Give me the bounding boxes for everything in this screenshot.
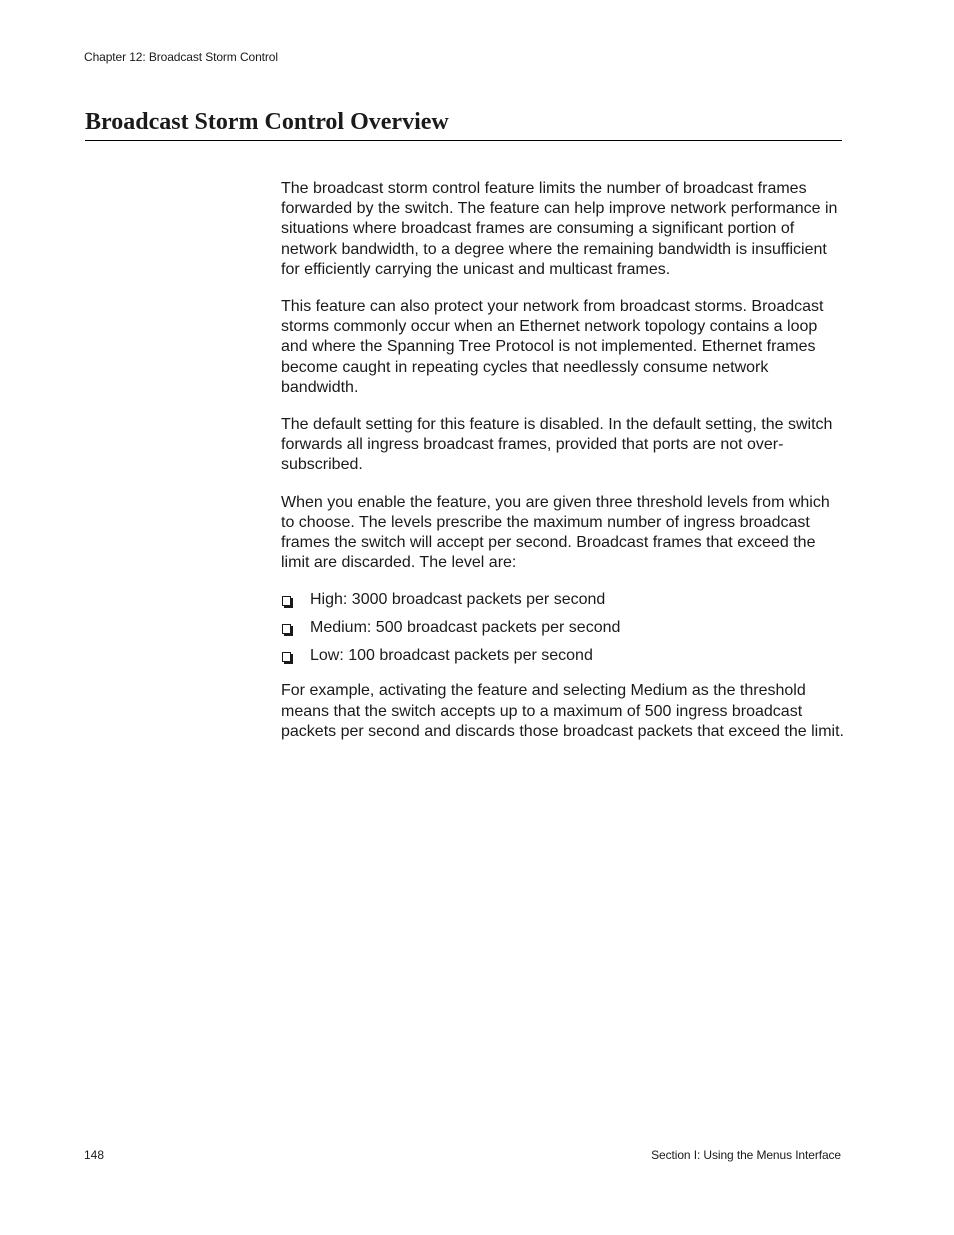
body-content xyxy=(281,179,846,759)
paragraph-default: The default setting for this feature is disabled. In the default setting, the switch forwards all ingress broadcast frames, provided that ports are not over-subscribed. xyxy=(281,416,833,474)
page-number: 148 xyxy=(84,1148,105,1162)
paragraph-intro: The broadcast storm control feature limits the number of broadcast frames forwarded by the switch. The feature can help improve network performance in situations where broadcast frames are consuming a significant portion of network bandwidth, to a degree where the remaining bandwidth is insufficient for efficiently carrying the unicast and multicast frames. xyxy=(281,180,838,278)
paragraph-thresholds: When you enable the feature, you are given three threshold levels from which to choose. The levels prescribe the maximum number of ingress broadcast frames the switch will accept per second. Broadcast frames that exceed the limit are discarded. The level are: xyxy=(281,493,830,572)
section-title: Broadcast Storm Control Overview xyxy=(85,109,449,135)
threshold-list xyxy=(281,590,846,666)
running-header: Chapter 12: Broadcast Storm Control xyxy=(84,50,278,64)
checkbox-square-icon xyxy=(282,596,291,606)
paragraph-storms: This feature can also protect your network from broadcast storms. Broadcast storms commonly occur when an Ethernet network topology contains a loop and where the Spanning Tree Protocol is not implemented. Ethernet frames become caught in repeating cycles that needlessly consume network bandwidth. xyxy=(281,298,824,396)
list-item-label: High: 3000 broadcast packets per second xyxy=(310,591,606,609)
checkbox-square-icon xyxy=(282,652,291,662)
paragraph-example: For example, activating the feature and selecting Medium as the threshold means that the switch accepts up to a maximum of 500 ingress broadcast packets per second and discards those broadcast packets that exceed the limit. xyxy=(281,682,844,740)
list-item xyxy=(281,618,846,638)
footer-section: Section I: Using the Menus Interface xyxy=(651,1148,841,1162)
title-rule xyxy=(85,140,842,141)
list-item xyxy=(281,590,846,610)
list-item-label: Low: 100 broadcast packets per second xyxy=(310,647,593,665)
list-item-label: Medium: 500 broadcast packets per second xyxy=(310,619,621,637)
checkbox-square-icon xyxy=(282,624,291,634)
list-item xyxy=(281,646,846,666)
